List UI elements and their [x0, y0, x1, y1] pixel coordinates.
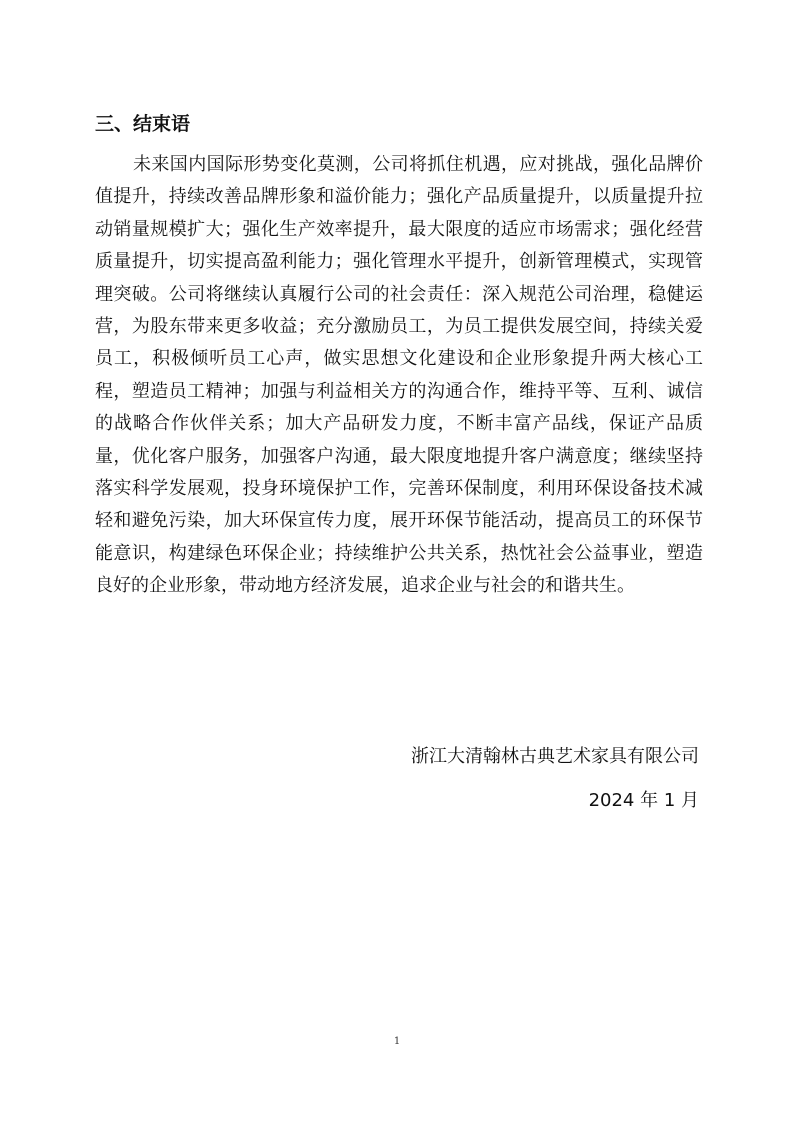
page-number: 1	[393, 1036, 401, 1047]
section-heading: 三、结束语	[95, 113, 191, 135]
company-signature: 浙江大清翰林古典艺术家具有限公司	[411, 746, 699, 767]
closing-paragraph: 未来国内国际形势变化莫测，公司将抓住机遇，应对挑战，强化品牌价值提升，持续改善品牌形象和溢价能力；强化产品质量提升，以质量提升拉动销量规模扩大；强化生产效率提升，最大限度的适应市场需求；强化经营质量提升，切实提高盈利能力；强化管理水平提升，创新管理模式，实现管理突破。公司将继续认真履行公司的社会责任：深入规范公司治理，稳健运营，为股东带来更多收益；充分激励员工，为员工提供发展空间，持续关爱员工，积极倾听员工心声，做实思想文化建设和企业形象提升两大核心工程，塑造员工精神；加强与利益相关方的沟通合作，维持平等、互利、诚信的战略合作伙伴关系；加大产品研发力度，不断丰富产品线，保证产品质量，优化客户服务，加强客户沟通，最大限度地提升客户满意度；继续坚持落实科学发展观，投身环境保护工作，完善环保制度，利用环保设备技术减轻和避免污染，加大环保宣传力度，展开环保节能活动，提高员工的环保节能意识，构建绿色环保企业；持续维护公共关系，热忱社会公益事业，塑造良好的企业形象，带动地方经济发展，追求企业与社会的和谐共生。	[95, 154, 703, 597]
document-date: 2024 年 1 月	[588, 790, 699, 811]
